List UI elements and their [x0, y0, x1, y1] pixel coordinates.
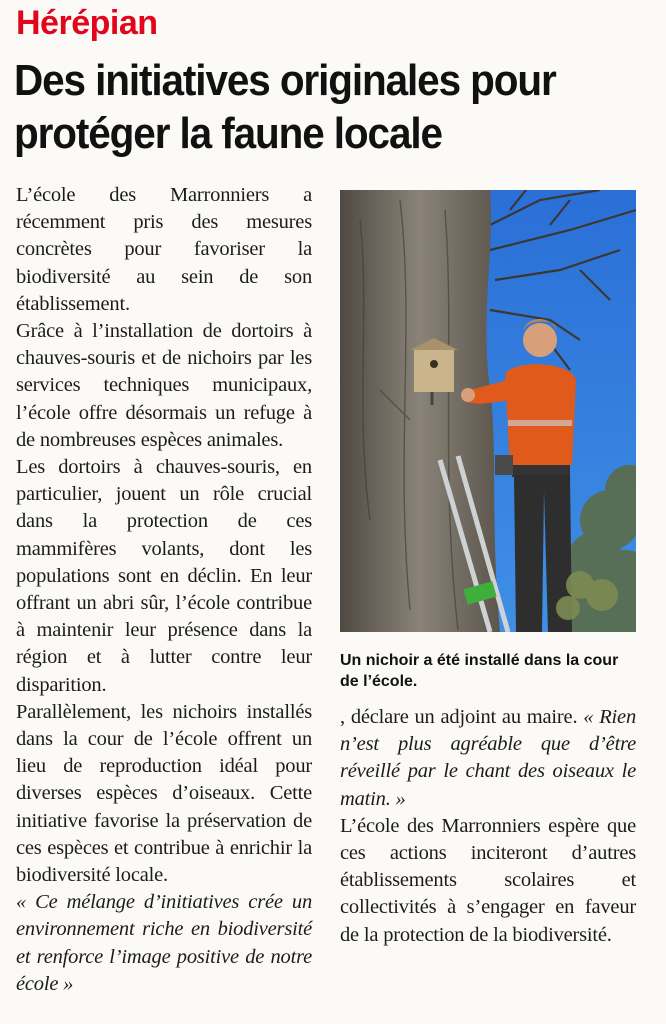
paragraph-bats: Les dortoirs à chauves-souris, en particulier, jouent un rôle crucial dans la protection de ces mammifères volants, dont les populations sont en déclin. En leur offrant un abri sûr, l’école contribue à maintenir leur présence dans la région et à lutter contre leur disparition. — [16, 456, 312, 696]
paragraph-conclusion: L’école des Marronniers espère que ces actions inciteront d’autres établissements scolaires et collectivités à s’engager en faveur de la protection de la biodiversité. — [340, 814, 636, 946]
article-column-right — [340, 704, 636, 949]
tree-trunk — [340, 190, 500, 632]
location-kicker: Hérépian — [16, 4, 158, 42]
quote-deputy: « Ce mélange d’initiatives crée un environnement riche en biodiversité et renforce l’image positive de notre école » — [16, 891, 312, 995]
quote-birds: « Rien n’est plus agréable que d’être réveillé par le chant des oiseaux le matin. » — [340, 706, 636, 810]
paragraph-quote — [16, 889, 312, 998]
article-headline: Des initiatives originales pour protéger la faune locale — [14, 56, 556, 158]
quote-attribution: , déclare un adjoint au maire. — [340, 706, 584, 728]
article-column-left — [16, 182, 312, 998]
photo-illustration — [340, 190, 636, 632]
photo-nest-box-installation — [340, 190, 636, 632]
paragraph-quote-continued — [340, 704, 636, 813]
paragraph-nests: Parallèlement, les nichoirs installés dans la cour de l’école offrent un lieu de reproduction idéal pour diverses espèces d’oiseaux. Cette initiative favorise la préservation de ces espèces et contribue à enrichir la biodiversité locale. — [16, 700, 312, 887]
photo-caption: Un nichoir a été installé dans la cour de l’école. — [340, 652, 619, 690]
paragraph-intro: L’école des Marronniers a récemment pris des mesures concrètes pour favoriser la biodiversité au sein de son établissement. — [16, 184, 312, 315]
paragraph-installation: Grâce à l’installation de dortoirs à chauves-souris et de nichoirs par les services techniques municipaux, l’école offre désormais un refuge à de nombreuses espèces animales. — [16, 320, 312, 451]
